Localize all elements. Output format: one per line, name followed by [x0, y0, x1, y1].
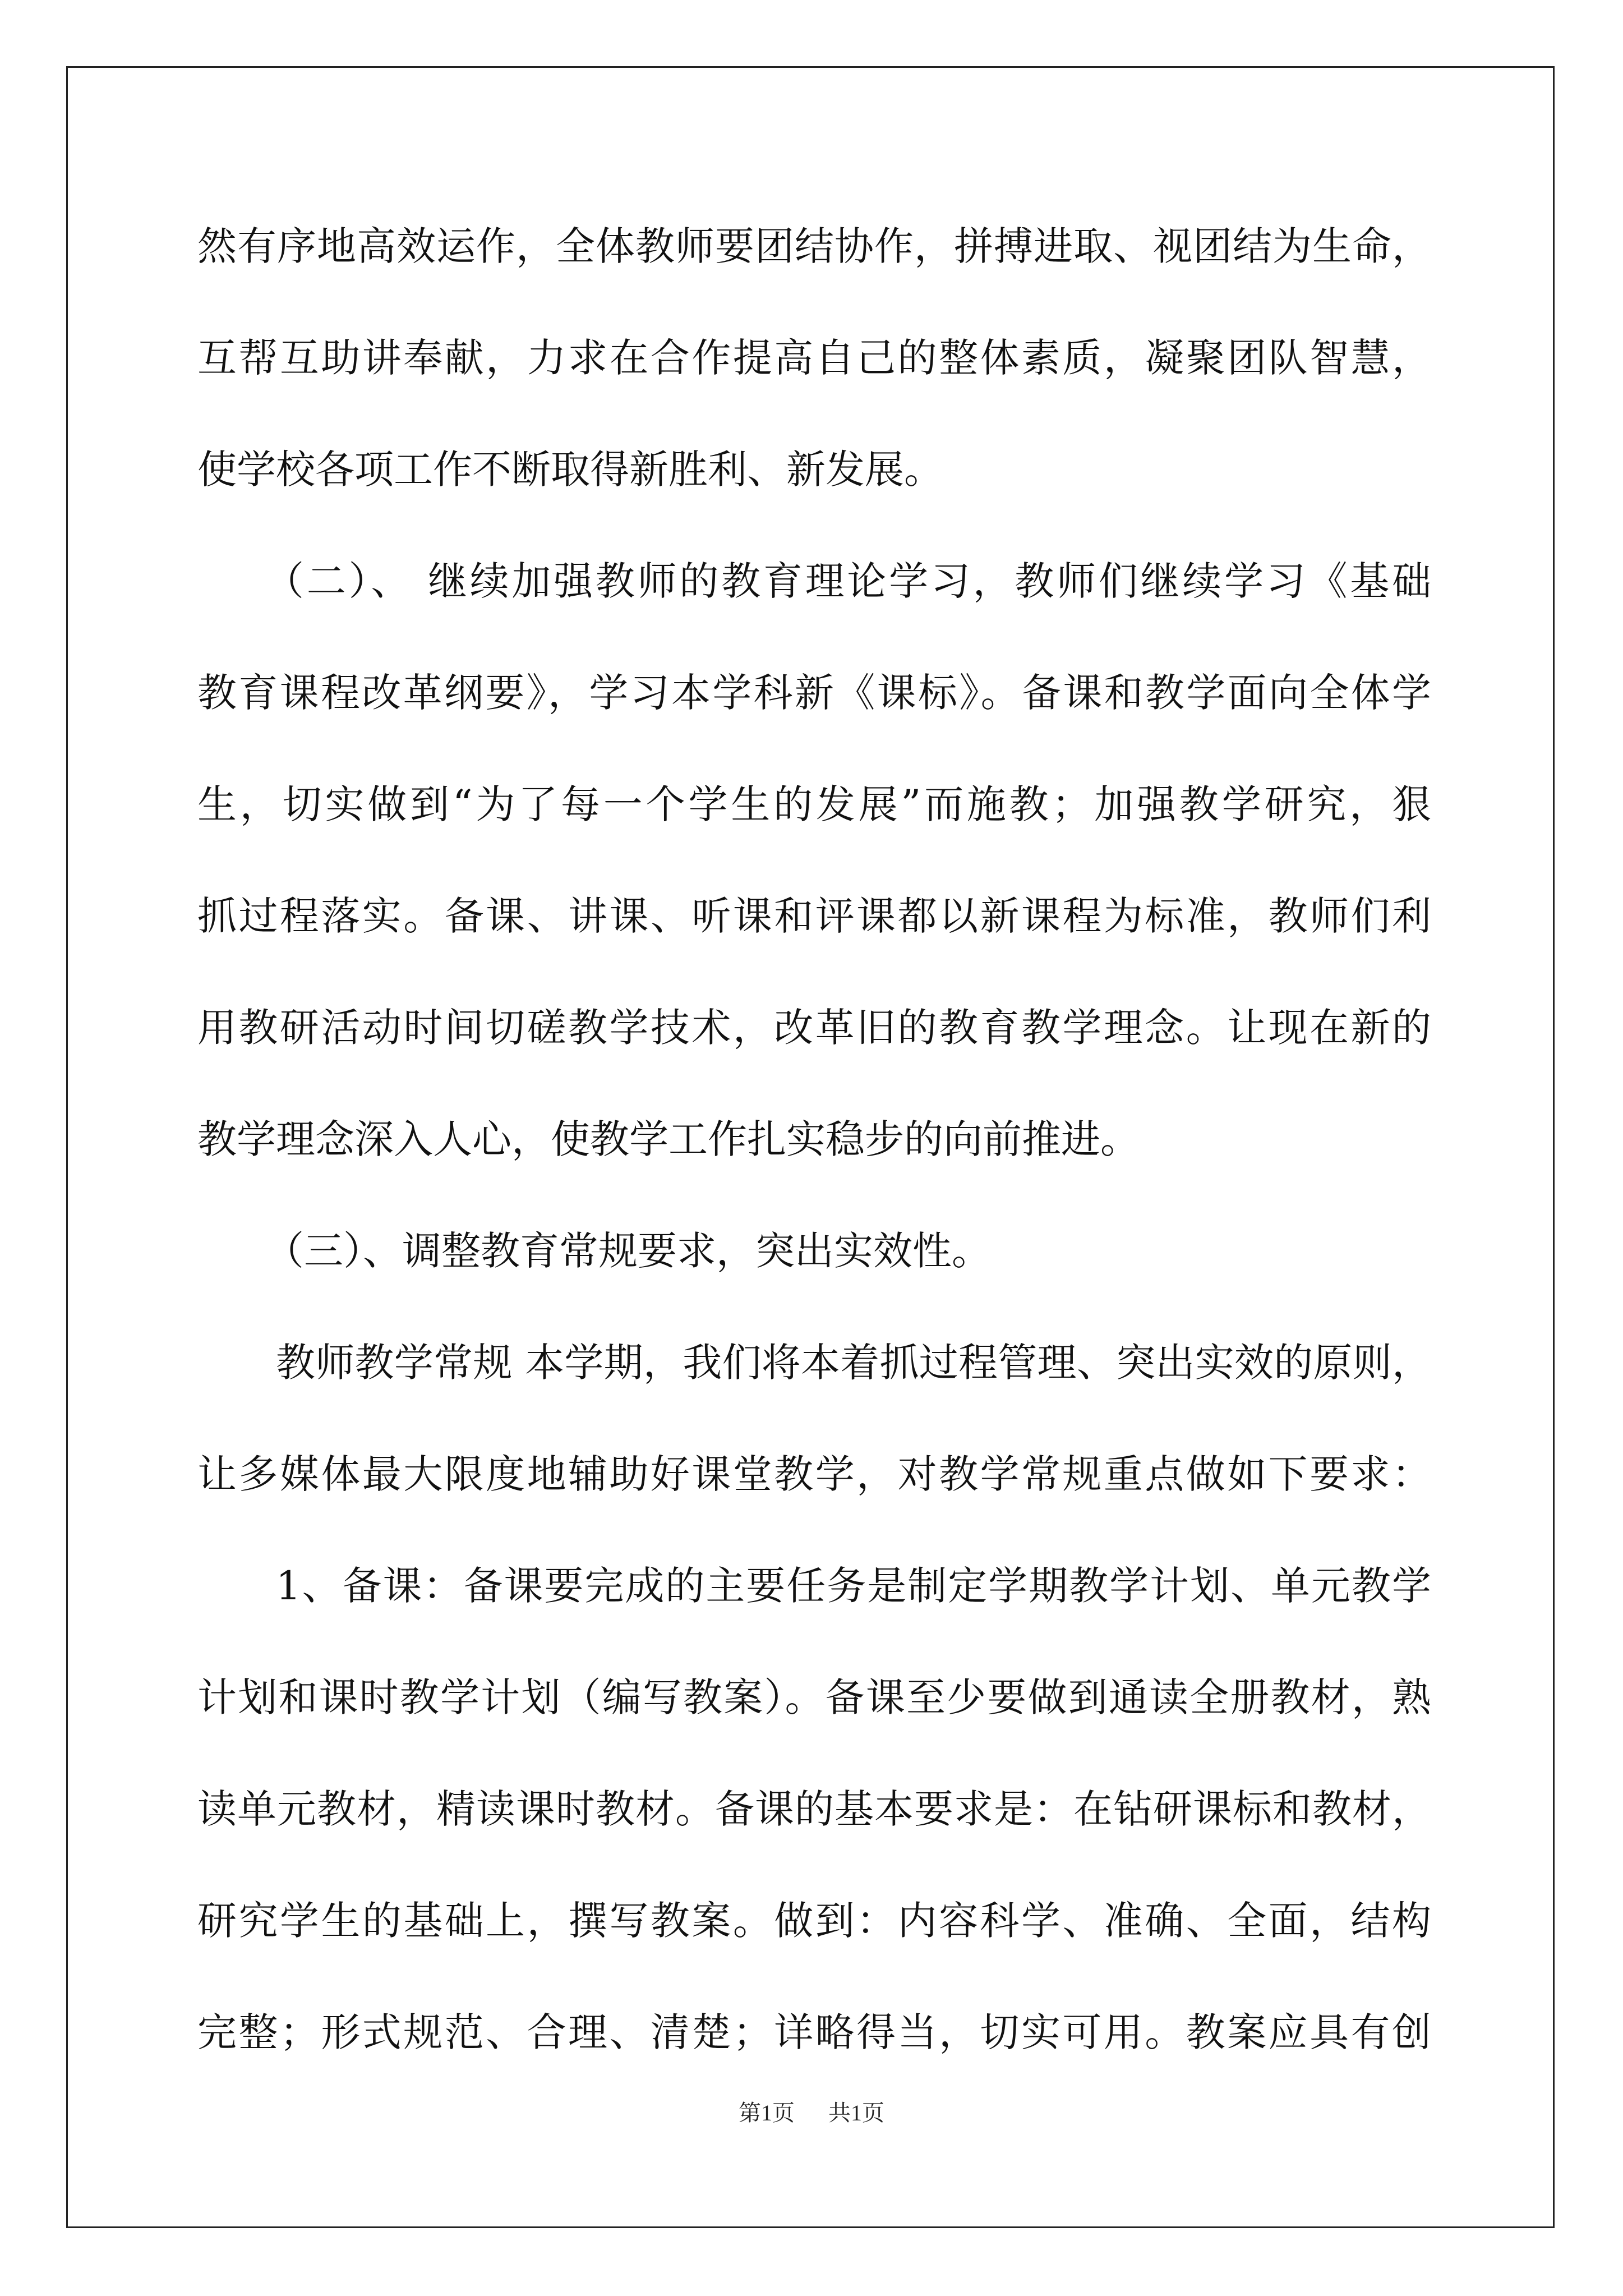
text-line: 然有序地高效运作，全体教师要团结协作，拼搏进取、视团结为生命， [197, 223, 1431, 269]
section-heading: （二）、 继续加强教师的教育理论学习，教师们继续学习《基础 [265, 558, 1431, 604]
text-line: 用教研活动时间切磋教学技术，改革旧的教育教学理念。让现在新的 [197, 1005, 1431, 1051]
text-line: 完整；形式规范、合理、清楚；详略得当，切实可用。教案应具有创 [197, 2009, 1431, 2055]
section-heading: （三）、调整教育常规要求，突出实效性。 [265, 1228, 991, 1274]
document-body [197, 191, 1431, 2088]
text-line: 互帮互助讲奉献，力求在合作提高自己的整体素质，凝聚团队智慧， [197, 335, 1431, 381]
page-footer [0, 2095, 1623, 2127]
text-line: 抓过程落实。备课、讲课、听课和评课都以新课程为标准，教师们利 [197, 893, 1431, 939]
text-line: 教师教学常规 本学期，我们将本着抓过程管理、突出实效的原则， [276, 1340, 1431, 1386]
text-line: 1、备课：备课要完成的主要任务是制定学期教学计划、单元教学 [276, 1563, 1431, 1609]
text-line: 读单元教材，精读课时教材。备课的基本要求是：在钻研课标和教材， [197, 1786, 1431, 1832]
page-number: 第1页 [739, 2100, 795, 2125]
text-line: 生，切实做到“为了每一个学生的发展”而施教；加强教学研究，狠 [197, 781, 1431, 827]
text-line: 教育课程改革纲要》，学习本学科新《课标》。备课和教学面向全体学 [197, 670, 1431, 716]
page-total: 共1页 [828, 2100, 884, 2125]
text-line: 教学理念深入人心，使教学工作扎实稳步的向前推进。 [197, 1116, 1140, 1162]
text-line: 计划和课时教学计划（编写教案）。备课至少要做到通读全册教材，熟 [197, 1674, 1431, 1720]
text-line: 使学校各项工作不断取得新胜利、新发展。 [197, 447, 943, 493]
text-line: 让多媒体最大限度地辅助好课堂教学，对教学常规重点做如下要求： [197, 1451, 1431, 1497]
text-line: 研究学生的基础上，撰写教案。做到：内容科学、准确、全面，结构 [197, 1898, 1431, 1944]
